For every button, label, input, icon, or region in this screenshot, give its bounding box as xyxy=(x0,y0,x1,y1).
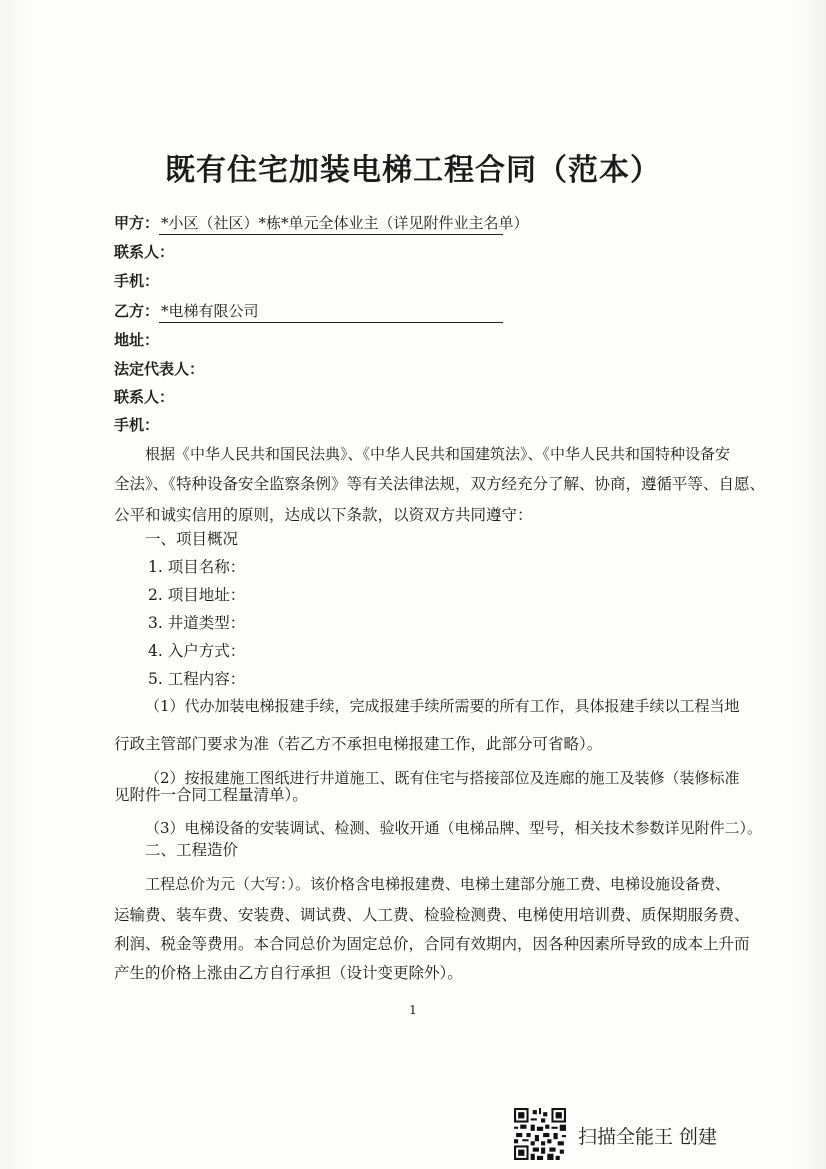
contract-title: 既有住宅加装电梯工程合同（范本） xyxy=(165,153,661,188)
intro-line-3: 公平和诚实信用的原则，达成以下条款，以资双方共同遵守： xyxy=(114,506,533,524)
scope-2-line-1: （2）按报建施工图纸进行井道施工、既有住宅与搭接部位及连廊的施工及装修（装修标准 xyxy=(145,769,740,787)
watermark-brand: 扫描全能王 创建 xyxy=(578,1126,718,1148)
scope-2-line-2: 见附件一合同工程量清单）。 xyxy=(114,786,308,804)
party-b-line xyxy=(114,300,503,323)
party-b-value: *电梯有限公司 xyxy=(159,300,503,323)
party-b-address-label: 地址： xyxy=(114,331,160,349)
section1-item-2: 2. 项目地址： xyxy=(148,586,246,604)
party-b-label: 乙方： xyxy=(114,302,160,320)
section1-item-1: 1. 项目名称： xyxy=(148,558,246,576)
party-a-phone-label: 手机： xyxy=(114,272,160,290)
party-b-phone-label: 手机： xyxy=(114,416,160,434)
section1-heading: 一、项目概况 xyxy=(145,530,239,548)
party-b-contact-label: 联系人： xyxy=(114,388,175,406)
scope-3-line-1: （3）电梯设备的安装调试、检测、验收开通（电梯品牌、型号，相关技术参数详见附件二）。 xyxy=(145,819,763,837)
party-a-contact-label: 联系人： xyxy=(114,243,175,261)
section1-item-3: 3. 井道类型： xyxy=(148,614,246,632)
section2-line-4: 产生的价格上涨由乙方自行承担（设计变更除外）。 xyxy=(114,964,463,982)
intro-line-2: 全法》、《特种设备安全监察条例》等有关法律法规，双方经充分了解、协商，遵循平等、自愿、 xyxy=(114,475,766,493)
qr-code-icon xyxy=(514,1108,566,1160)
section2-line-3: 利润、税金等费用。本合同总价为固定总价，合同有效期内，因各种因素所导致的成本上升而 xyxy=(114,935,750,953)
section2-line-2: 运输费、装车费、安装费、调试费、人工费、检验检测费、电梯使用培训费、质保期服务费、 xyxy=(114,906,750,924)
intro-line-1: 根据《中华人民共和国民法典》、《中华人民共和国建筑法》、《中华人民共和国特种设备安 xyxy=(145,445,731,463)
party-a-label: 甲方： xyxy=(114,214,160,232)
party-b-legal-rep-label: 法定代表人： xyxy=(114,360,205,378)
party-a-line xyxy=(114,212,529,235)
page-number: 1 xyxy=(409,1003,417,1017)
section2-heading: 二、工程造价 xyxy=(145,841,239,859)
section1-item-5: 5. 工程内容： xyxy=(148,670,246,688)
scope-1-line-2: 行政主管部门要求为准（若乙方不承担电梯报建工作，此部分可省略）。 xyxy=(114,735,603,753)
party-a-value: *小区（社区）*栋*单元全体业主（详见附件业主名单） xyxy=(159,212,503,235)
section2-line-1: 工程总价为元（大写：）。该价格含电梯报建费、电梯土建部分施工费、电梯设施设备费、 xyxy=(145,875,731,893)
scope-1-line-1: （1）代办加装电梯报建手续，完成报建手续所需要的所有工作，具体报建手续以工程当地 xyxy=(145,697,740,715)
section1-item-4: 4. 入户方式： xyxy=(148,642,246,660)
